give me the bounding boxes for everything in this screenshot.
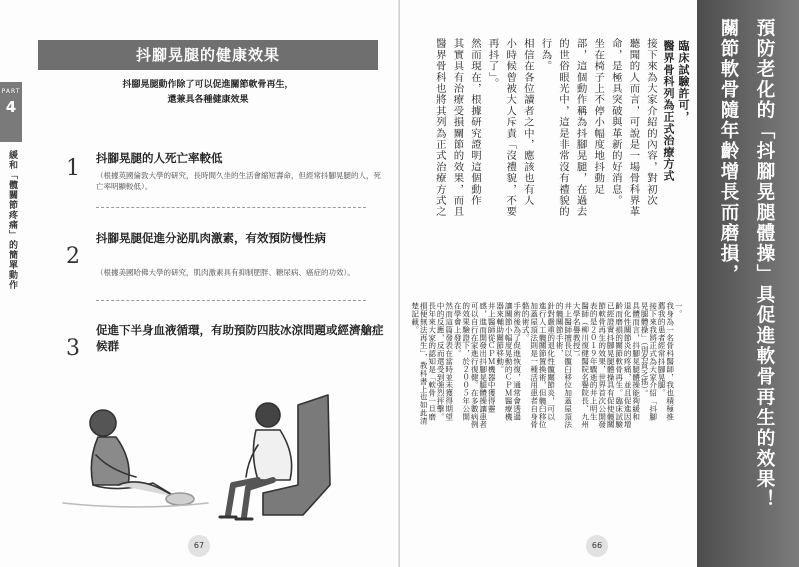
body-text-column: 醫界骨科也將其列為正式治療方式之 bbox=[433, 38, 446, 218]
body-text-column: 具體而言，抖腳晃腿體操能夠緩和 bbox=[631, 302, 641, 421]
illustration bbox=[58, 385, 348, 530]
page-number: 66 bbox=[586, 535, 608, 557]
body-text-column: 的效果驗證下，於２００５年公開 bbox=[461, 302, 471, 421]
subhead-line-1: 臨床試驗許可， bbox=[677, 40, 690, 123]
body-text-column: 醫師（柳川復健醫院名譽院長、九州 bbox=[580, 302, 590, 429]
body-text-column: 聽聞的人而言，可說是一場骨科界革 bbox=[627, 38, 640, 218]
body-text-column: 接下來為大家介紹的內容，對初次 bbox=[645, 38, 657, 206]
body-text-column: 節軟骨再生的效果，世界首次公開發 bbox=[597, 302, 607, 429]
body-text-column: 感，進而開發出抖腳晃腿體操讓患者 bbox=[478, 302, 488, 429]
body-text-column: 薦我的患者經常抖腳晃腿。 bbox=[657, 302, 667, 397]
chapter-headline-band bbox=[697, 0, 799, 567]
body-text-column: 在學會上發表。 bbox=[453, 302, 463, 358]
part-number: 4 bbox=[5, 98, 17, 116]
body-text-column: 中的反應，反而還受到強烈抨擊。 bbox=[436, 302, 446, 421]
body-text-column: 坐在椅子上不停小幅度地抖動足 bbox=[592, 38, 605, 195]
body-text-column: 的世俗眼光中，這是非常沒有禮貌的 bbox=[557, 38, 569, 218]
benefit-title: 促進下半身血液循環，有助預防四肢冰涼問題或經濟艙症候群 bbox=[96, 323, 384, 353]
headline-line-1: 關節軟骨隨年齡增長而磨損， bbox=[718, 18, 739, 285]
body-text-column: 損便無法再生」，教科書上也如此清 bbox=[419, 302, 429, 425]
body-text-column: 的髖關節手術， bbox=[555, 302, 565, 358]
subhead-line-2: 醫界骨科列為正式治療方式 bbox=[662, 40, 675, 182]
body-text-column: 命，是極具突破與革新的好消息。 bbox=[609, 38, 622, 206]
benefit-description: （根據英國倫敦大學的研究，長時間久坐的生活會縮短壽命，但經常抖腳晃腿的人，死亡率明顯較低）。 bbox=[96, 171, 381, 191]
benefit-description: （根據美國哈佛大學的研究，肌肉激素具有抑制肥胖、糖尿病、癌症的功效）。 bbox=[96, 268, 355, 277]
body-text-column: 行為。 bbox=[539, 38, 552, 72]
body-text-column: 齡而磨損的關節軟骨再生。臨床試驗 bbox=[614, 302, 624, 429]
section-title: 抖腳晃腿的健康效果 bbox=[38, 40, 378, 70]
body-text-column: 大學名譽教授）。 bbox=[572, 302, 582, 362]
right-page bbox=[400, 0, 799, 567]
body-text-column: 其實具有治療受損關節的效果，而且 bbox=[451, 38, 464, 218]
benefit-title: 抖腳晃腿的人死亡率較低 bbox=[96, 151, 223, 165]
intro-text bbox=[38, 78, 378, 108]
body-text-column: 楚記載。 bbox=[410, 302, 420, 334]
body-text-column: 加蓋屋頂法則是一種活用患者自身骨 bbox=[529, 302, 539, 429]
body-text-column: 讓關節小幅度晃動的ＣＰＭ醫療機 bbox=[504, 302, 514, 421]
headline-line-2: 預防老化的「抖腳晃腿體操」具促進軟骨再生的效果！ bbox=[754, 18, 775, 510]
seated-man-illustration bbox=[220, 395, 330, 519]
body-text-column: 骼的術式。 bbox=[521, 302, 531, 342]
body-text-column: 部，這個動作稱為抖腳晃腿，在過去 bbox=[574, 38, 587, 218]
body-text-column: 退化性關節炎的疼痛，並且促進因增 bbox=[623, 302, 633, 429]
benefit-number: 3 bbox=[66, 336, 80, 361]
benefit-number: 1 bbox=[66, 156, 80, 181]
body-text-column: 接下來我將正式為大家介紹「抖腳 bbox=[648, 302, 658, 421]
body-text-column: 井上醫師從ＣＰＭ機器中獲得靈 bbox=[487, 302, 497, 413]
body-text-column: 小時候曾被大人斥責「沒禮貌，不要 bbox=[504, 38, 517, 218]
body-text-column: 進行人工髖關節置換術，但髖臼移位 bbox=[538, 302, 548, 429]
body-text-column: 然而現在，根據研究證明這個動作 bbox=[469, 38, 481, 206]
body-text-column: 手術後為了促進恢復，通常會透過 bbox=[512, 302, 522, 421]
body-text-column: 井上醫師擅長以髖臼移位加蓋屋頂法 bbox=[563, 302, 573, 429]
body-text-column: 我身為一名骨科醫師，我也積極推 bbox=[665, 302, 675, 421]
body-text-column: 長年來大家的認知是「軟骨一旦磨 bbox=[427, 302, 437, 421]
body-text-column: 表的是２０１９年驟逝的井上明生 bbox=[589, 302, 599, 421]
body-text-column: 器來輔助關節移動。 bbox=[495, 302, 505, 374]
divider bbox=[96, 207, 366, 208]
benefit-number: 2 bbox=[66, 244, 80, 269]
side-chapter-title: 緩和「髖關節疼痛」的簡單動作 bbox=[7, 150, 17, 290]
intro-line-2: 還兼具各種健康效果 bbox=[167, 95, 249, 105]
body-text-column: 晃腿體操」（別名貧乏搖）。 bbox=[640, 302, 650, 398]
body-text-column: 一。 bbox=[674, 302, 684, 318]
part-tab bbox=[0, 82, 22, 142]
page-number: 67 bbox=[188, 535, 210, 557]
divider bbox=[96, 300, 366, 301]
intro-line-1: 抖腳晃腿動作除了可以促進關節軟骨再生， bbox=[122, 80, 294, 90]
seated-woman-illustration bbox=[63, 410, 208, 507]
body-text-column: 已經證實抖腳晃腿體操具有促使髖關 bbox=[606, 302, 616, 429]
body-text-column: 針對嚴重的退化性髖關節炎，可以 bbox=[546, 302, 556, 421]
body-text-column: 再抖了」。 bbox=[486, 38, 499, 89]
body-text-column: 然而這篇發表在當時並未獲得期望 bbox=[444, 302, 454, 421]
body-text-column: 可以自行在家進行復健。在多數病例 bbox=[470, 302, 480, 429]
body-text-column: 相信在各位讀者之中，應該也有人 bbox=[521, 38, 534, 206]
benefit-title: 抖腳晃腿促進分泌肌肉激素，有效預防慢性病 bbox=[96, 231, 326, 245]
part-label: PART bbox=[1, 88, 21, 95]
